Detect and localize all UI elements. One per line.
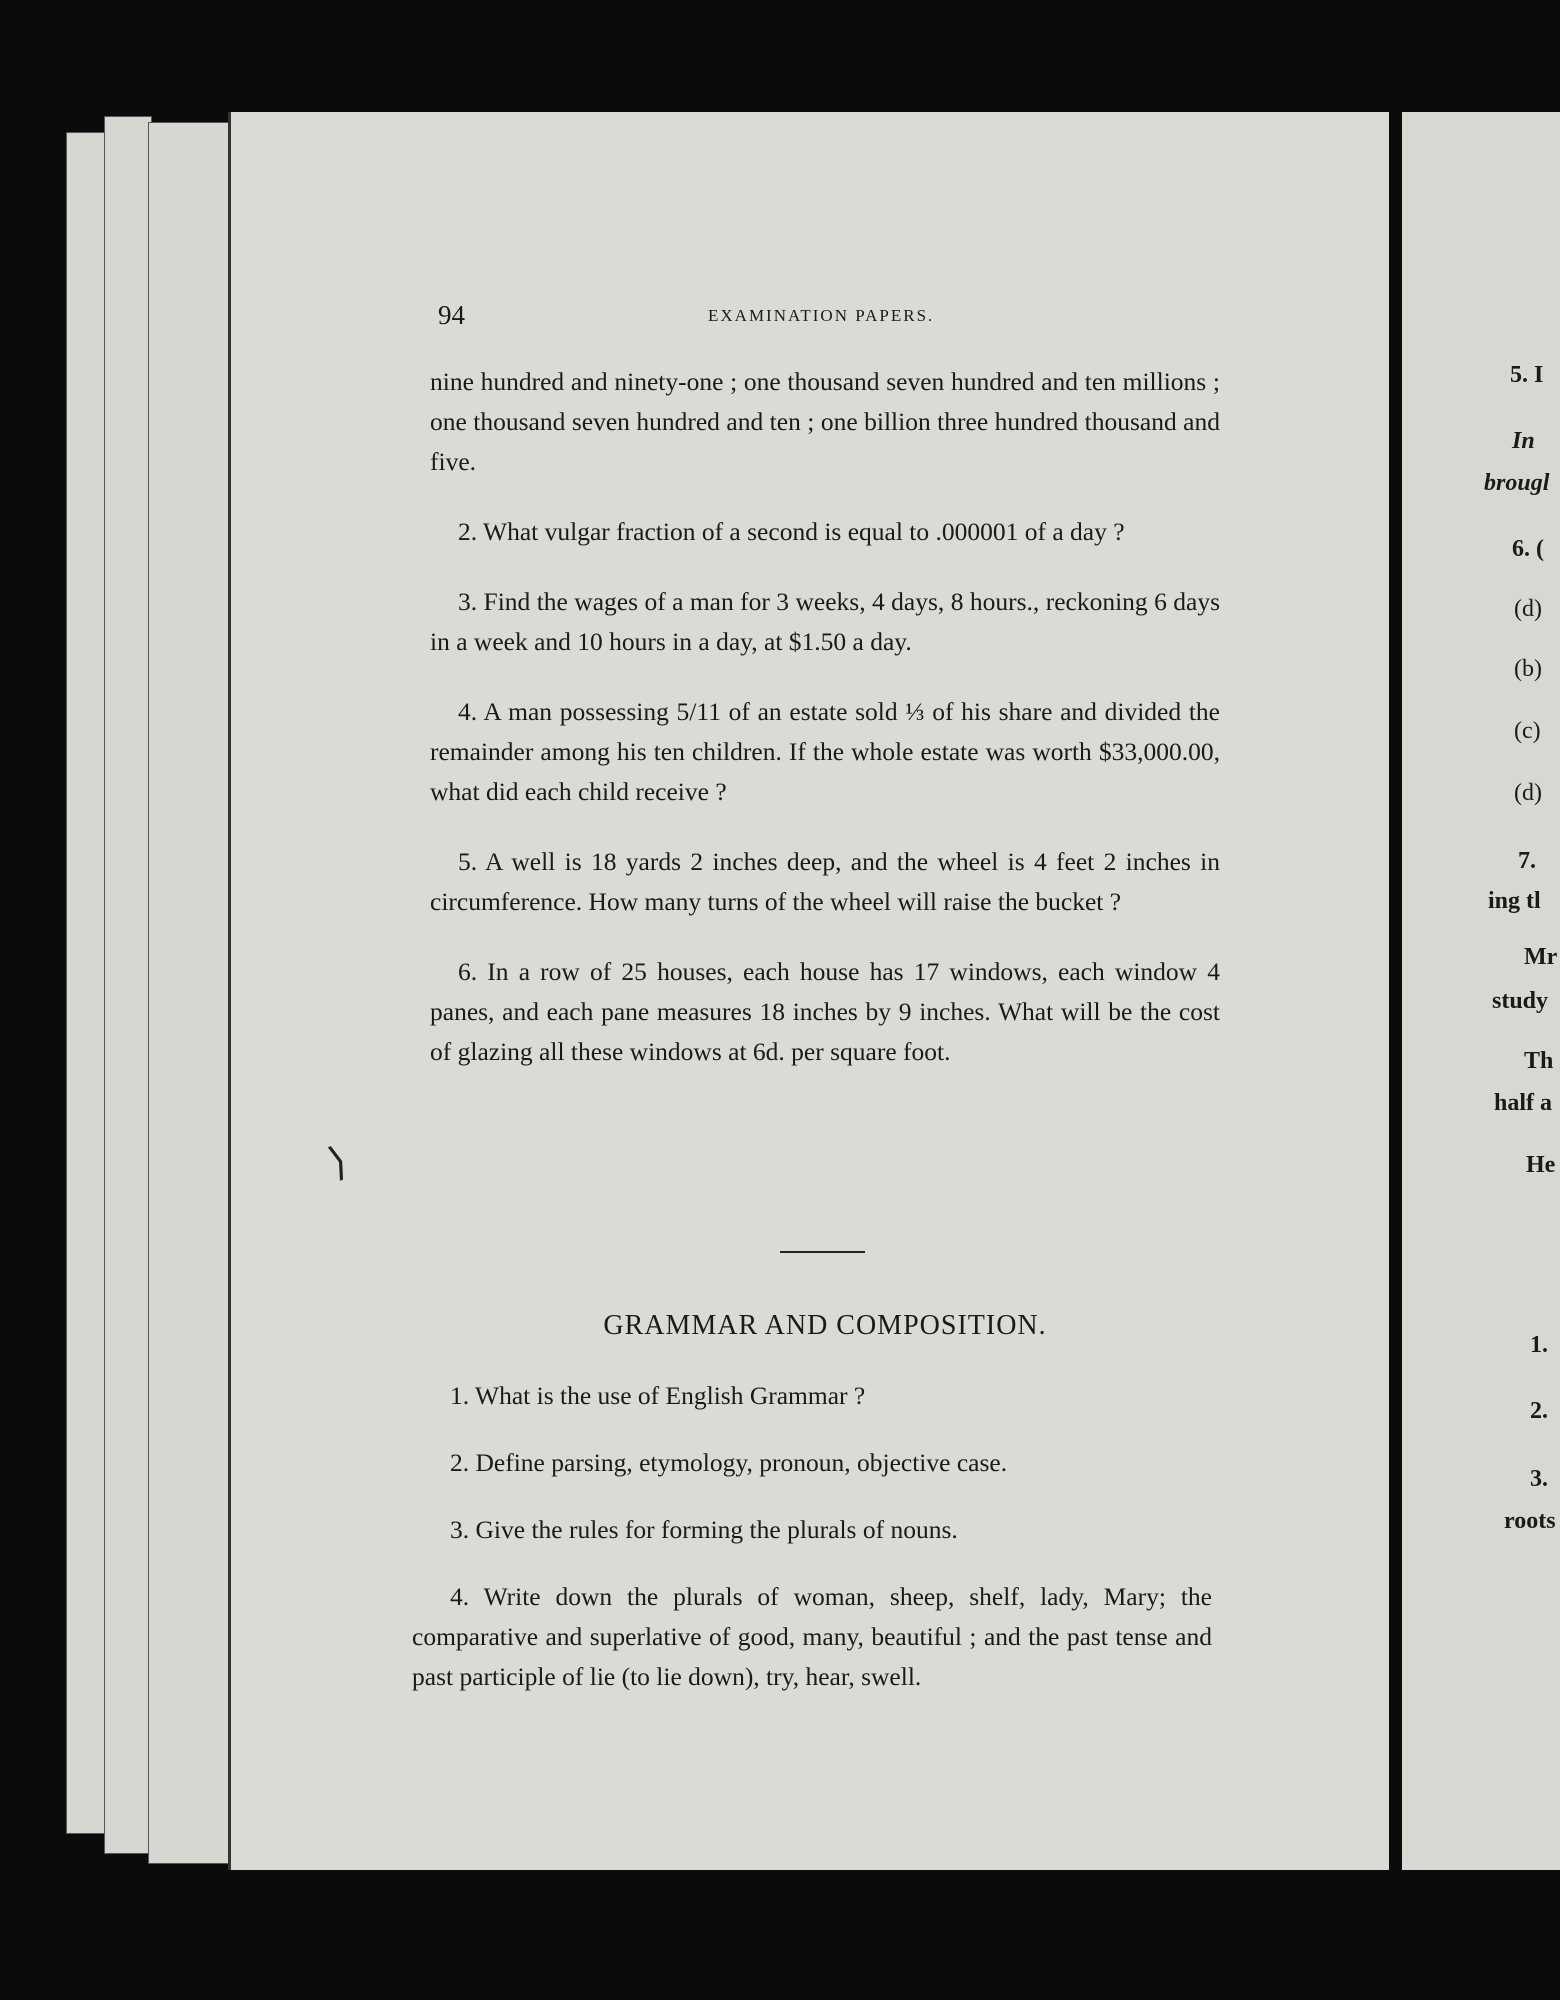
facing-fragment: 5. I	[1510, 362, 1544, 388]
facing-fragment: Th	[1524, 1048, 1554, 1074]
facing-fragment: In	[1512, 428, 1535, 454]
section-divider	[780, 1251, 865, 1253]
facing-fragment: 1.	[1530, 1332, 1548, 1358]
facing-fragment: He	[1526, 1152, 1556, 1178]
page-header	[438, 300, 1218, 340]
facing-fragment: brougl	[1484, 470, 1550, 496]
facing-fragment: roots	[1504, 1508, 1556, 1534]
facing-fragment: (c)	[1514, 718, 1541, 744]
pencil-mark-icon: ⟩	[322, 1137, 353, 1186]
facing-fragment: (d)	[1514, 780, 1542, 806]
page-number: 94	[438, 300, 465, 330]
grammar-question-2: 2. Define parsing, etymology, pronoun, objective case.	[450, 1448, 1008, 1477]
grammar-questions	[412, 1376, 1212, 1724]
facing-fragment: ing tl	[1488, 888, 1541, 914]
facing-fragment: half a	[1494, 1090, 1553, 1116]
page-edge-middle	[104, 116, 152, 1854]
facing-fragment: 2.	[1530, 1398, 1548, 1424]
grammar-question-3: 3. Give the rules for forming the plurals of nouns.	[450, 1515, 958, 1544]
page-edge-outer	[66, 132, 108, 1834]
question-3: 3. Find the wages of a man for 3 weeks, 4 days, 8 hours., reckoning 6 days in a week and 10 hours in a day, at $1.50 a day.	[430, 587, 1220, 656]
facing-fragment: (b)	[1514, 656, 1542, 682]
continued-paragraph: nine hundred and ninety-one ; one thousand seven hundred and ten millions ; one thousand seven hundred and ten ; one billion three hundred thousand and five.	[430, 367, 1220, 476]
facing-fragment: 7.	[1518, 848, 1536, 874]
grammar-question-4: 4. Write down the plurals of woman, sheep, shelf, lady, Mary; the comparative and superlative of good, many, beautiful ; and the past tense and past participle of lie (to lie down), try, hear, swell.	[412, 1582, 1212, 1691]
page-edge-inner	[148, 122, 232, 1864]
facing-fragment: study	[1492, 988, 1549, 1014]
question-4: 4. A man possessing 5/11 of an estate sold ⅓ of his share and divided the remainder among his ten children. If the whole estate was worth $33,000.00, what did each child receive ?	[430, 697, 1220, 806]
question-5: 5. A well is 18 yards 2 inches deep, and the wheel is 4 feet 2 inches in circumference. How many turns of the wheel will raise the bucket ?	[430, 847, 1220, 916]
grammar-question-1: 1. What is the use of English Grammar ?	[450, 1381, 866, 1410]
facing-fragment: 6. (	[1512, 536, 1544, 562]
running-head: EXAMINATION PAPERS.	[708, 306, 935, 325]
section-heading: GRAMMAR AND COMPOSITION.	[603, 1310, 1047, 1341]
facing-fragment: (d)	[1514, 596, 1542, 622]
arithmetic-questions	[430, 362, 1220, 1102]
question-2: 2. What vulgar fraction of a second is equal to .000001 of a day ?	[458, 517, 1125, 546]
facing-fragment: Mr	[1524, 944, 1558, 970]
question-6: 6. In a row of 25 houses, each house has 17 windows, each window 4 panes, and each pane measures 18 inches by 9 inches. What will be the cost of glazing all these windows at 6d. per square foot.	[430, 957, 1220, 1066]
facing-fragment: 3.	[1530, 1466, 1548, 1492]
